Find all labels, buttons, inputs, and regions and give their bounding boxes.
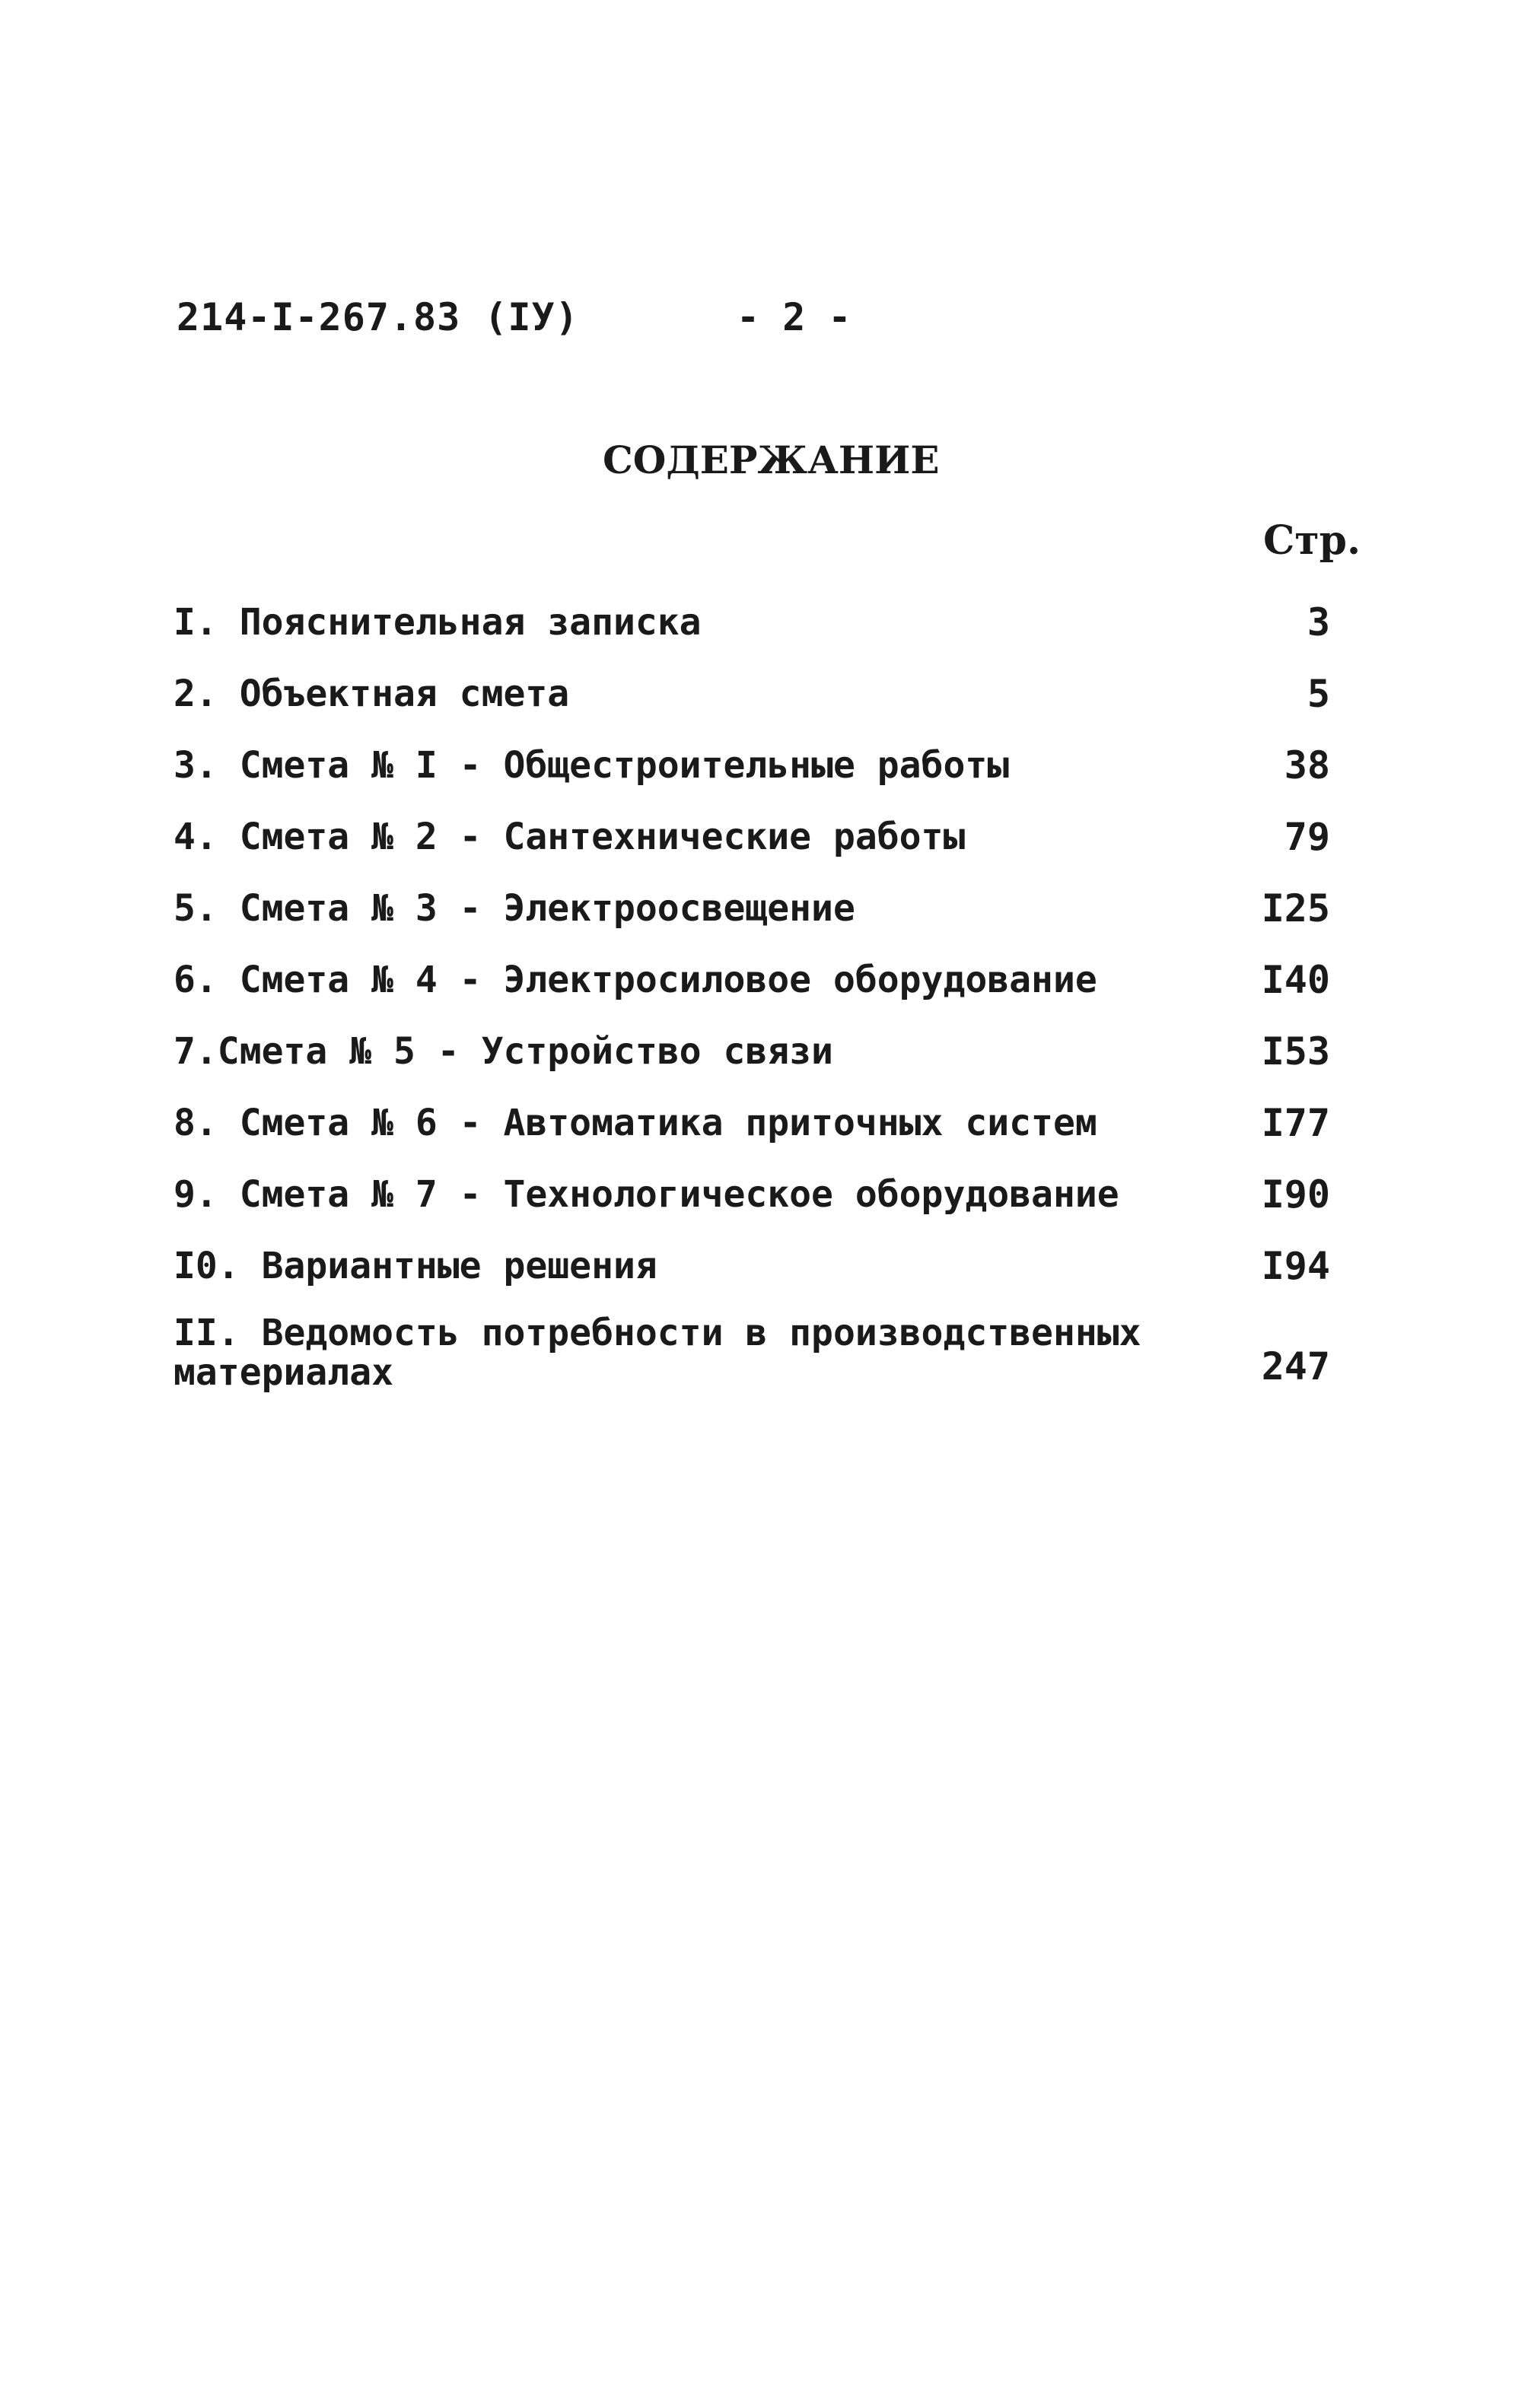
page-column-header: Стр. <box>1263 517 1361 564</box>
toc-item-page: 3 <box>1307 600 1330 644</box>
toc-item-page: 247 <box>1261 1344 1330 1388</box>
toc-item-1 <box>173 598 1345 670</box>
page-number: - 2 - <box>737 295 852 339</box>
toc-item-11 <box>173 1313 1345 1404</box>
toc-item-page: 38 <box>1284 743 1330 787</box>
toc-item-8 <box>173 1099 1345 1170</box>
toc-item-6 <box>173 956 1345 1027</box>
toc-item-2 <box>173 670 1345 741</box>
toc-item-label: 4. Смета № 2 - Сантехнические работы <box>173 816 966 858</box>
toc-item-page: 5 <box>1307 672 1330 716</box>
toc-list <box>173 598 1345 1404</box>
toc-item-7 <box>173 1027 1345 1099</box>
toc-item-3 <box>173 741 1345 813</box>
toc-item-4 <box>173 813 1345 884</box>
toc-item-page: I94 <box>1261 1244 1330 1288</box>
toc-item-label: 2. Объектная смета <box>173 673 570 715</box>
toc-item-label: 9. Смета № 7 - Технологическое оборудование <box>173 1173 1119 1216</box>
toc-item-label: I. Пояснительная записка <box>173 601 702 644</box>
toc-item-label: 8. Смета № 6 - Автоматика приточных систем <box>173 1102 1097 1144</box>
toc-item-label: 5. Смета № 3 - Электроосвещение <box>173 887 855 930</box>
toc-item-label: 3. Смета № I - Общестроительные работы <box>173 744 1010 787</box>
toc-item-page: I53 <box>1261 1029 1330 1074</box>
toc-title: СОДЕРЖАНИЕ <box>603 437 940 482</box>
toc-item-label: II. Ведомость потребности в производственных материалах <box>173 1312 1141 1394</box>
toc-item-page: I77 <box>1261 1101 1330 1145</box>
toc-item-page: I40 <box>1261 958 1330 1002</box>
toc-item-10 <box>173 1242 1345 1313</box>
toc-item-label: I0. Вариантные решения <box>173 1245 657 1287</box>
toc-item-page: 79 <box>1284 815 1330 859</box>
toc-item-label: 6. Смета № 4 - Электросиловое оборудование <box>173 959 1097 1001</box>
toc-item-page: I90 <box>1261 1172 1330 1217</box>
toc-item-9 <box>173 1170 1345 1242</box>
toc-item-label: 7.Смета № 5 - Устройство связи <box>173 1030 833 1073</box>
toc-item-page: I25 <box>1261 886 1330 930</box>
document-code: 214-I-267.83 (IУ) <box>177 295 579 339</box>
toc-item-5 <box>173 884 1345 956</box>
